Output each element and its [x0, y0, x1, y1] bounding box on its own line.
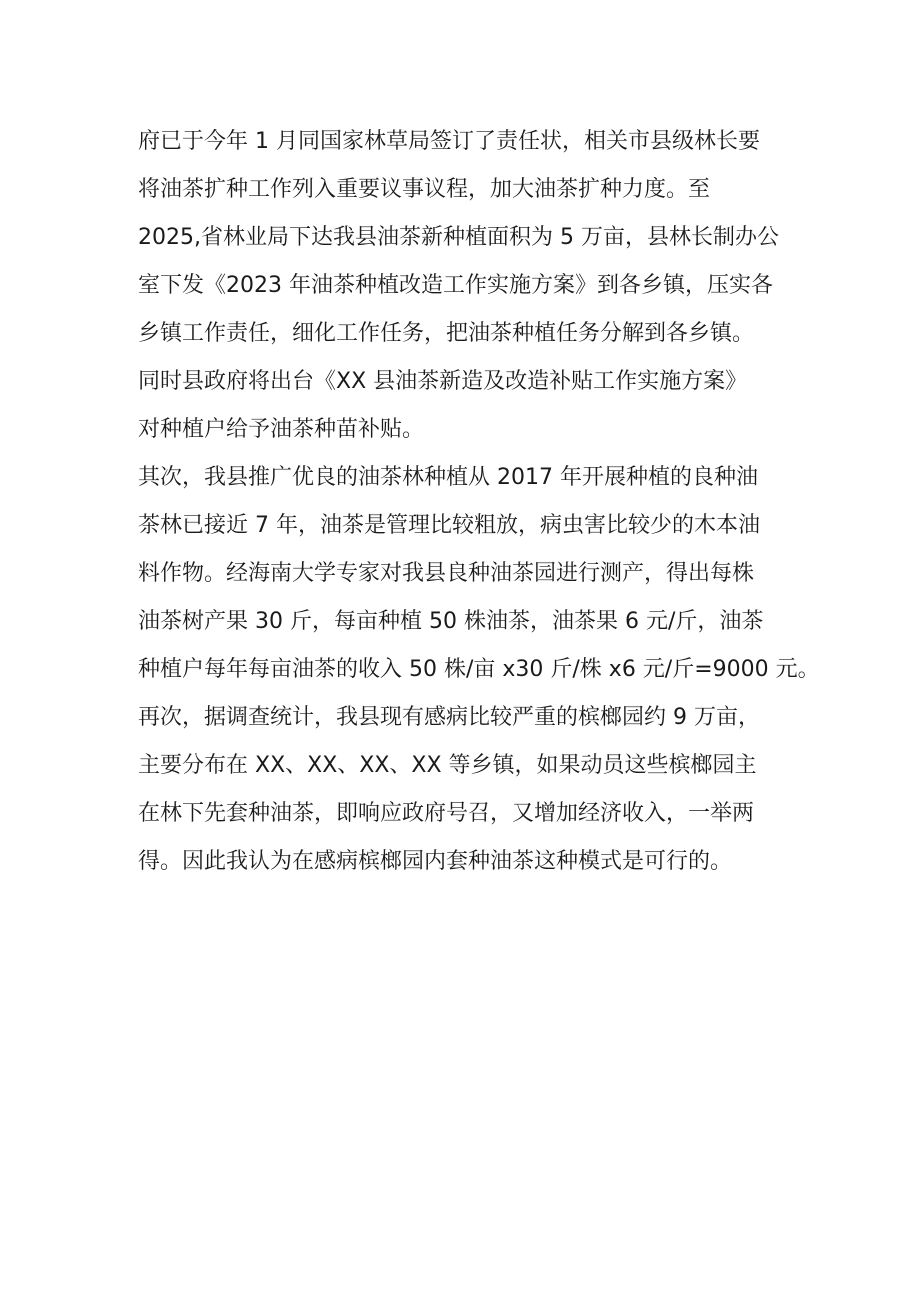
- text-line: 府已于今年 1 月同国家林草局签订了责任状，相关市县级林长要: [138, 129, 760, 154]
- document-body: [138, 118, 818, 886]
- text-line: 再次，据调查统计，我县现有感病比较严重的槟榔园约 9 万亩，: [138, 705, 760, 730]
- text-line: 其次，我县推广优良的油茶林种植从 2017 年开展种植的良种油: [138, 465, 758, 490]
- text-line: 油茶树产果 30 斤，每亩种植 50 株油茶，油茶果 6 元/斤，油茶: [138, 609, 764, 634]
- text-line: 室下发《2023 年油茶种植改造工作实施方案》到各乡镇，压实各: [138, 273, 773, 298]
- text-line: 乡镇工作责任，细化工作任务，把油茶种植任务分解到各乡镇。: [138, 321, 755, 346]
- text-line: 种植户每年每亩油茶的收入 50 株/亩 x30 斤/株 x6 元/斤=9000 元。: [138, 657, 820, 682]
- text-line: 同时县政府将出台《XX 县油茶新造及改造补贴工作实施方案》: [138, 369, 748, 394]
- text-line: 对种植户给予油茶种苗补贴。: [138, 417, 425, 442]
- text-line: 料作物。经海南大学专家对我县良种油茶园进行测产，得出每株: [138, 561, 755, 586]
- text-line: 在林下先套种油茶，即响应政府号召，又增加经济收入，一举两: [138, 801, 755, 826]
- text-line: 得。因此我认为在感病槟榔园内套种油茶这种模式是可行的。: [138, 849, 733, 874]
- text-line: 主要分布在 XX、XX、XX、XX 等乡镇，如果动员这些槟榔园主: [138, 753, 757, 778]
- text-line: 2025,省林业局下达我县油茶新种植面积为 5 万亩，县林长制办公: [138, 225, 779, 250]
- text-line: 茶林已接近 7 年，油茶是管理比较粗放，病虫害比较少的木本油: [138, 513, 760, 538]
- text-line: 将油茶扩种工作列入重要议事议程，加大油茶扩种力度。至: [138, 177, 711, 202]
